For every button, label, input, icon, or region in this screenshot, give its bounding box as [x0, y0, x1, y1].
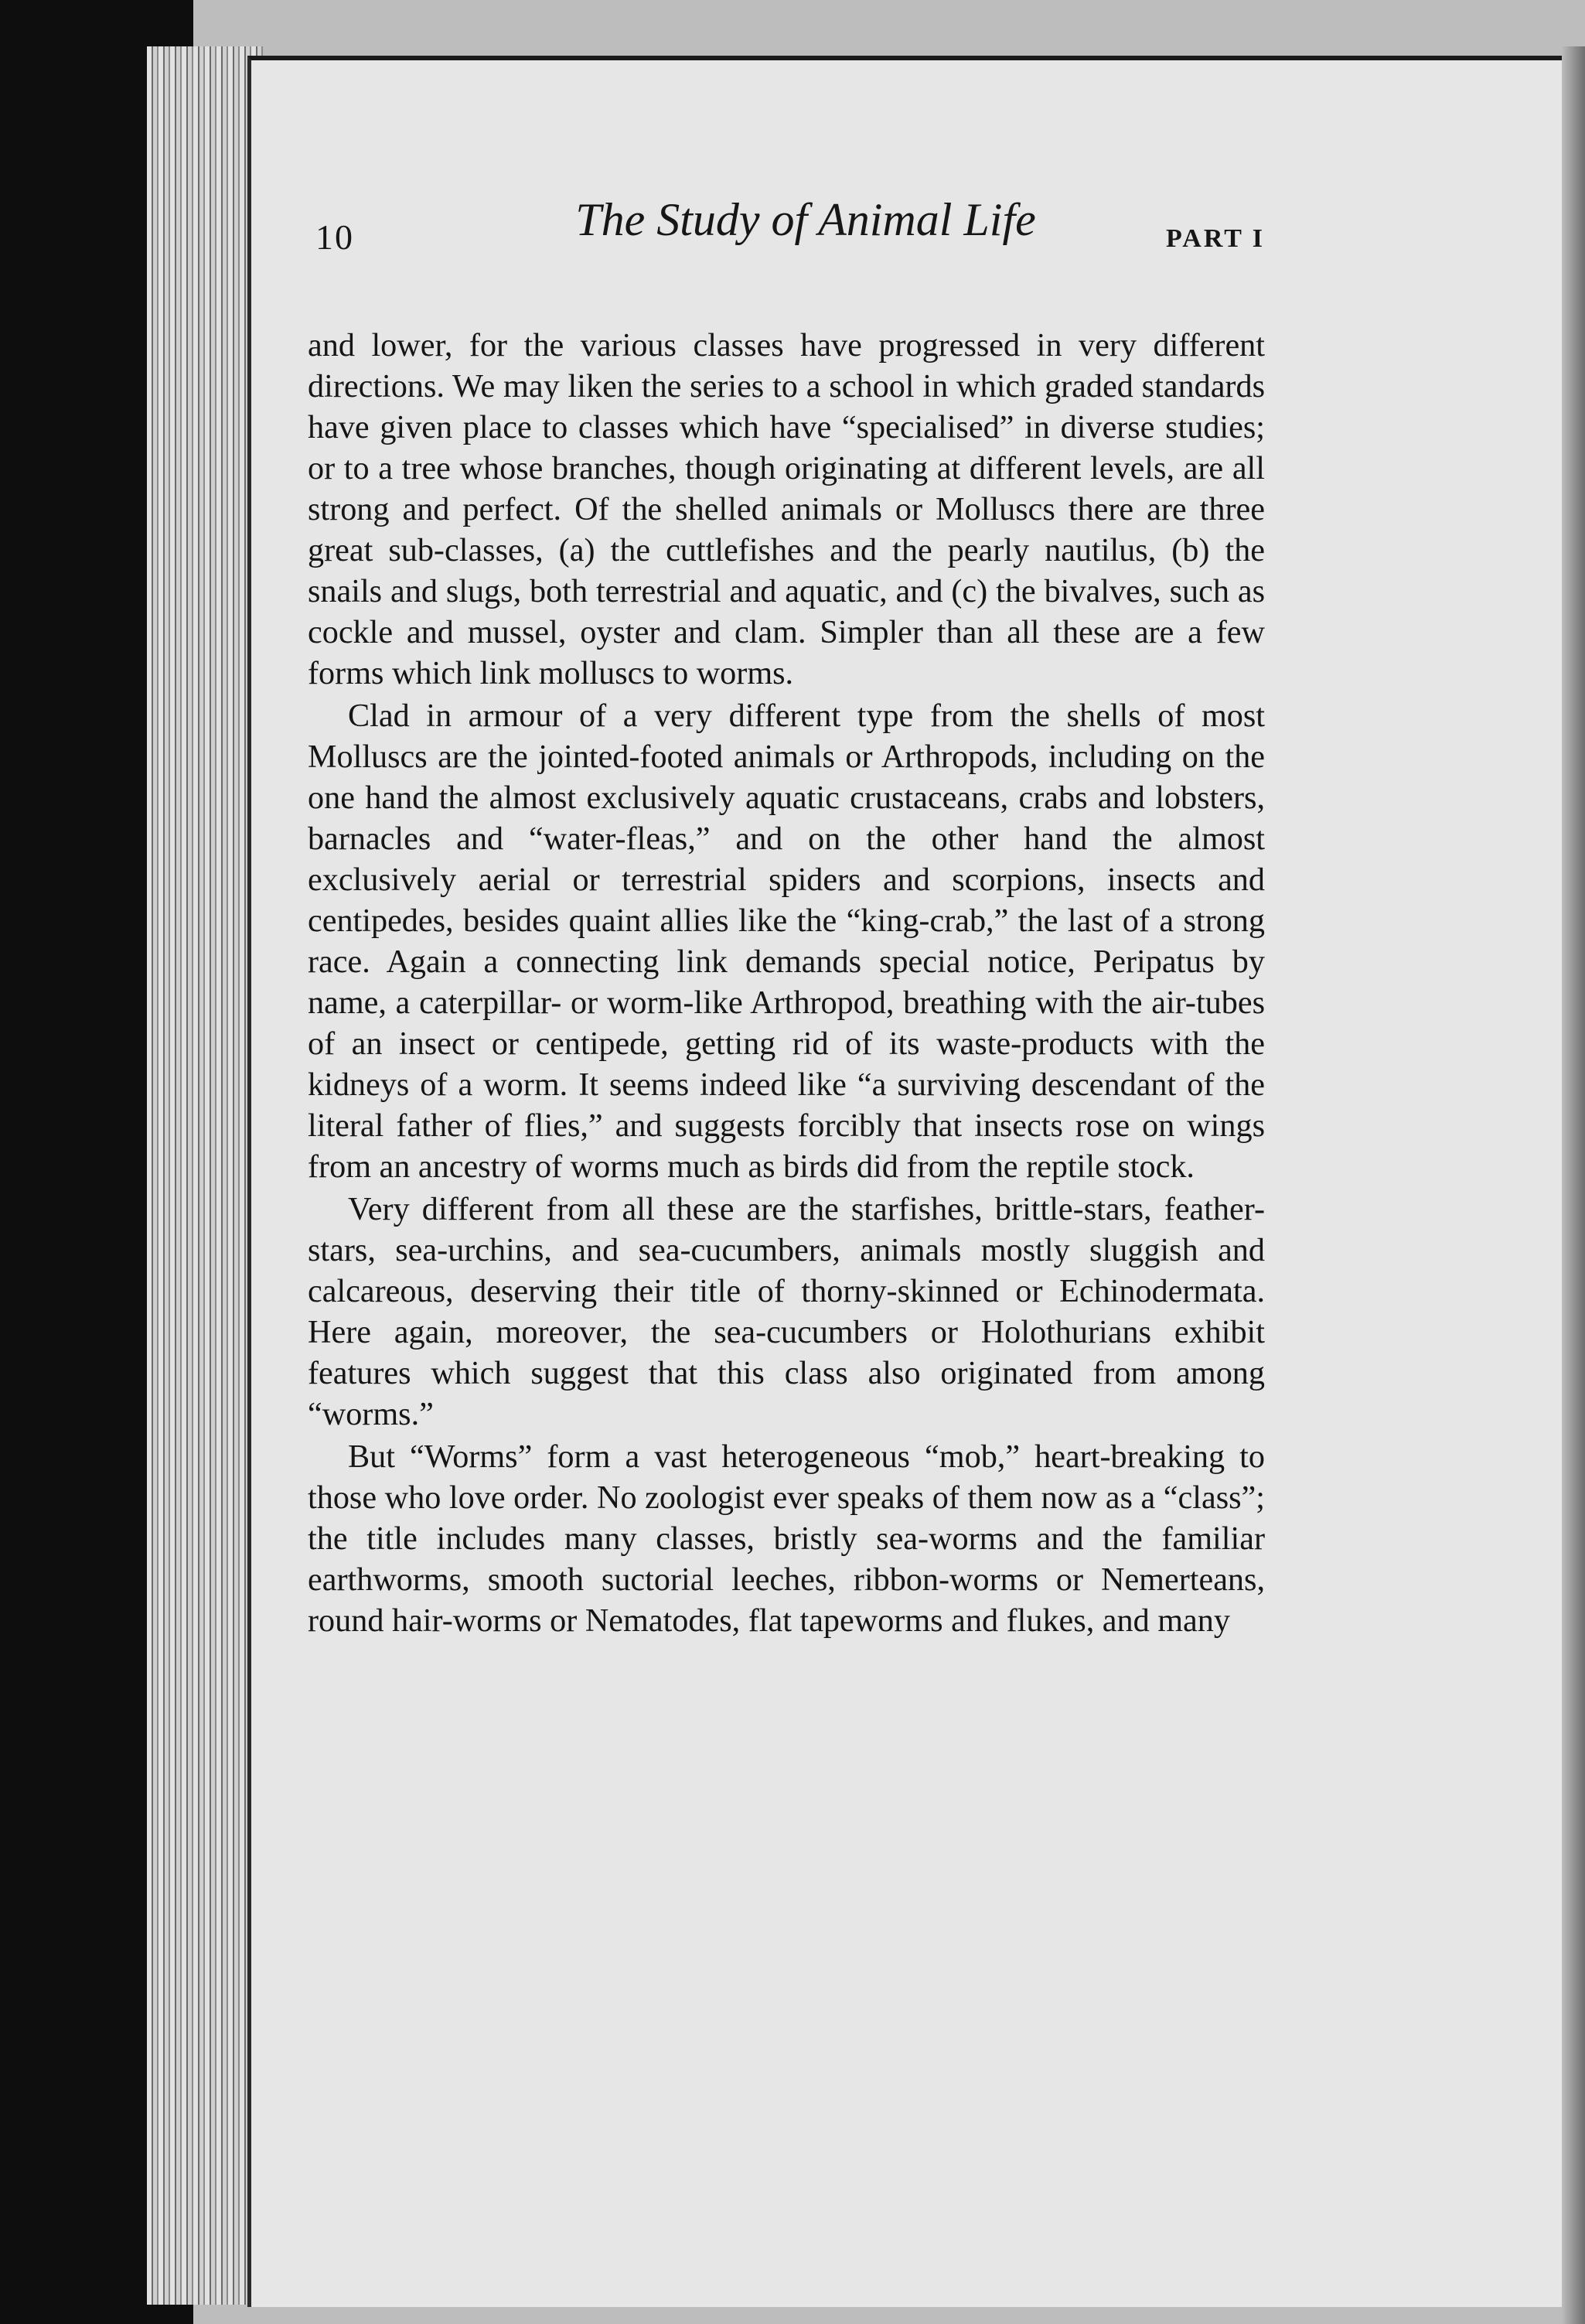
running-title: The Study of Animal Life [575, 194, 1036, 245]
body-text [308, 325, 1265, 1641]
running-header [315, 193, 1265, 271]
paragraph-2: Clad in armour of a very different type from the shells of most Molluscs are the jointed-footed animals or Arthropods, including on the one hand the almost exclusively aquatic crustaceans, crabs and lobsters, barnacles and “water-fleas,” and on the other hand the almost exclusively aerial or terrestrial spiders and scorpions, insects and centipedes, besides quaint allies like the “king-crab,” the last of a strong race. Again a connecting link demands special notice, Peripatus by name, a caterpillar- or worm-like Arthropod, breathing with the air-tubes of an insect or centipede, getting rid of its waste-products with the kidneys of a worm. It seems indeed like “a surviving descendant of the literal father of flies,” and suggests forcibly that insects rose on wings from an ancestry of worms much as birds did from the reptile stock. [308, 698, 1265, 1185]
page-stack-edges [147, 46, 263, 2305]
paragraph-1: and lower, for the various classes have progressed in very different directions. We may liken the series to a school in which graded standards have given place to classes which have “specialised” in diverse studies; or to a tree whose branches, though originating at different levels, are all strong and perfect. Of the shelled animals or Molluscs there are three great sub-classes, (a) the cuttlefishes and the pearly nautilus, (b) the snails and slugs, both terrestrial and aquatic, and (c) the bivalves, such as cockle and mussel, oyster and clam. Simpler than all these are a few forms which link molluscs to worms. [308, 327, 1265, 691]
paragraph-3: Very different from all these are the starfishes, brittle-stars, feather-stars, sea-urchins, and sea-cucumbers, animals mostly sluggish and calcareous, deserving their title of thorny-skinned or Echinodermata. Here again, moreover, the sea-cucumbers or Holothurians exhibit features which suggest that this class also originated from among “worms.” [308, 1191, 1265, 1432]
page-number: 10 [315, 217, 354, 257]
part-label: PART I [1166, 224, 1265, 253]
paragraph-4: But “Worms” form a vast heterogeneous “mob,” heart-breaking to those who love order. No zoologist ever speaks of them now as a “class”; the title includes many classes, bristly sea-worms and the familiar earthworms, smooth suctorial leeches, ribbon-worms or Nemerteans, round hair-worms or Nematodes, flat tapeworms and flukes, and many [308, 1438, 1265, 1639]
page-edge-shadow [1562, 46, 1585, 2324]
